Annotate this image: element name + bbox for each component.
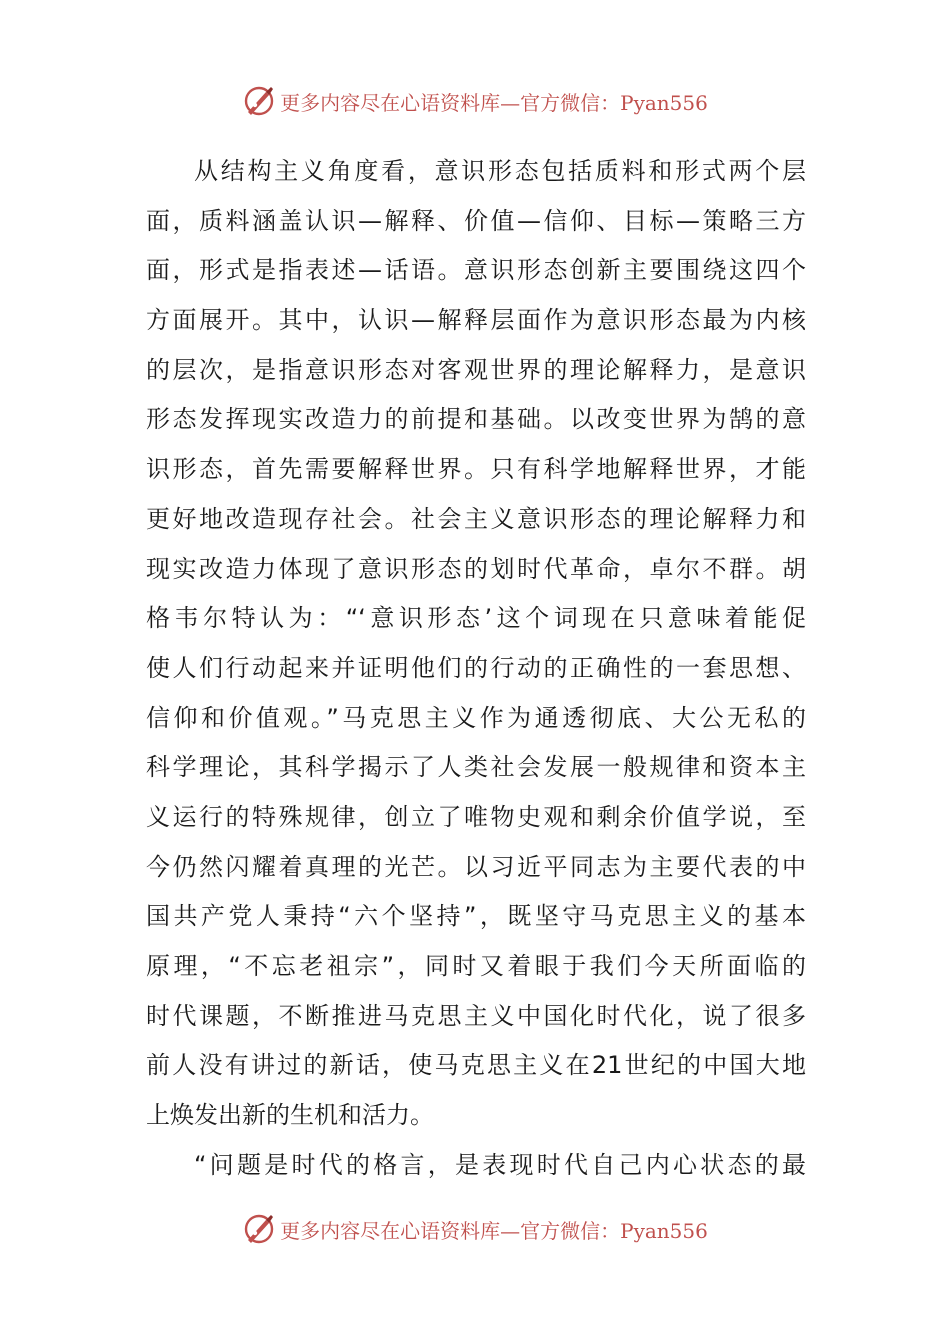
- body-text: [146, 147, 806, 1190]
- footer-watermark: [0, 1212, 950, 1246]
- watermark-text: 更多内容尽在心语资料库—官方微信：Pyan556: [280, 1218, 708, 1243]
- text-line: 使人们行动起来并证明他们的行动的正确性的一套思想、: [146, 653, 806, 682]
- text-line: 义运行的特殊规律，创立了唯物史观和剩余价值学说，至: [146, 802, 806, 831]
- pen-circle-logo-icon: [242, 1212, 276, 1246]
- text-line: “问题是时代的格言，是表现时代自己内心状态的最: [194, 1150, 806, 1179]
- text-line: 上焕发出新的生机和活力。: [146, 1101, 434, 1130]
- text-line: 从结构主义角度看，意识形态包括质料和形式两个层: [194, 157, 806, 185]
- watermark-text: 更多内容尽在心语资料库—官方微信：Pyan556: [280, 90, 708, 115]
- text-line: 前人没有讲过的新话，使马克思主义在21世纪的中国大地: [146, 1051, 806, 1080]
- text-line: 面，形式是指表述—话语。意识形态创新主要围绕这四个: [146, 256, 806, 285]
- text-line: 的层次，是指意识形态对客观世界的理论解释力，是意识: [146, 355, 806, 384]
- header-watermark: [0, 84, 950, 118]
- text-line: 方面展开。其中，认识—解释层面作为意识形态最为内核: [146, 306, 806, 335]
- text-line: 时代课题，不断推进马克思主义中国化时代化，说了很多: [146, 1001, 806, 1030]
- text-line: 形态发挥现实改造力的前提和基础。以改变世界为鹄的意: [146, 405, 806, 434]
- text-line: 面，质料涵盖认识—解释、价值—信仰、目标—策略三方: [146, 206, 806, 235]
- text-line: 现实改造力体现了意识形态的划时代革命，卓尔不群。胡: [146, 554, 806, 583]
- text-line: 原理，“不忘老祖宗”，同时又着眼于我们今天所面临的: [146, 952, 806, 980]
- text-line: 信仰和价值观。”马克思主义作为通透彻底、大公无私的: [146, 703, 806, 732]
- text-line: 更好地改造现存社会。社会主义意识形态的理论解释力和: [146, 504, 806, 533]
- text-line: 格韦尔特认为：“‘意识形态’这个词现在只意味着能促: [146, 604, 806, 633]
- pen-circle-logo-icon: [242, 84, 276, 118]
- text-line: 科学理论，其科学揭示了人类社会发展一般规律和资本主: [146, 753, 806, 782]
- text-line: 识形态，首先需要解释世界。只有科学地解释世界，才能: [146, 455, 806, 484]
- text-line: 今仍然闪耀着真理的光芒。以习近平同志为主要代表的中: [146, 852, 806, 881]
- text-line: 国共产党人秉持“六个坚持”，既坚守马克思主义的基本: [146, 902, 806, 931]
